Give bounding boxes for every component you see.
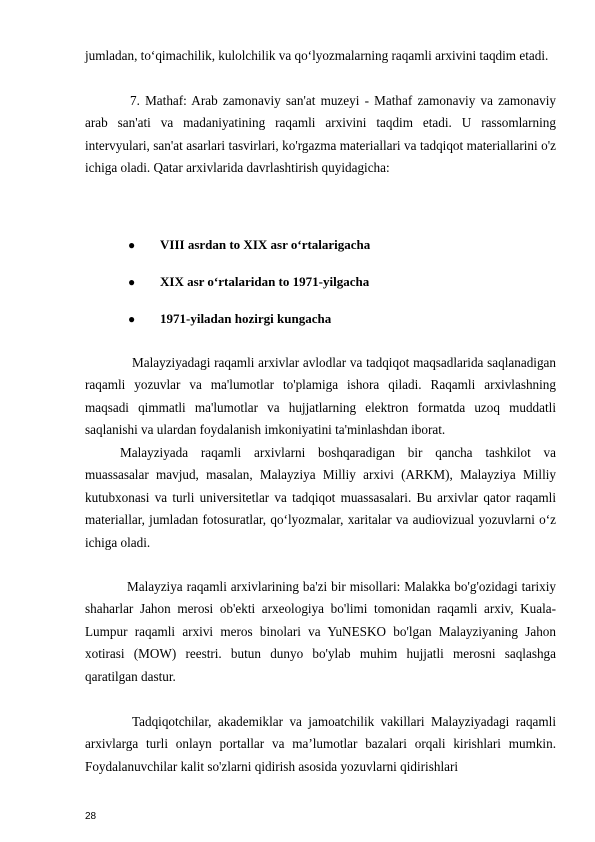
list-item	[124, 234, 370, 271]
bullet-icon: ●	[128, 312, 136, 326]
paragraph-malaysia-intro: Malayziyadagi raqamli arxivlar avlodlar va tadqiqot maqsadlarida saqlanadigan raqamli yozuvlar va ma'lumotlar to'plamiga ishora qiladi. Raqamli arxivlashning maqsadi qimmatli ma'lumotlar va hujjatlarning elektron formatda uzoq muddatli saqlanishi va ulardan foydalanish imkoniyatini ta'minlashdan iborat.	[85, 355, 556, 438]
list-item-label: VIII asrdan to XIX asr oʻrtalarigacha	[160, 237, 371, 252]
page-number: 28	[85, 811, 97, 822]
bullet-icon: ●	[128, 275, 136, 289]
paragraph-malaysia-organizations: Malayziyada raqamli arxivlarni boshqaradigan bir qancha tashkilot va muassasalar mavjud, masalan, Malayziya Milliy arxivi (ARKM), Malayziya Milliy kutubxonasi va turli universitetlar va tadqiqot muassasalari. Bu arxivlar qator raqamli materiallar, jumladan fotosuratlar, qoʻlyozmalar, xaritalar va audiovizual yozuvlarni oʻz ichiga oladi.	[85, 445, 556, 550]
list-item-label: 1971-yiladan hozirgi kungacha	[160, 311, 332, 326]
paragraph-malaysia-examples: Malayziya raqamli arxivlarining ba'zi bir misollari: Malakka bo'g'ozidagi tarixiy shaharlar Jahon merosi ob'ekti arxeologiya bo'limi tomonidan raqamli arxiv, Kuala-Lumpur raqamli arxivi meros binolari va YuNESKO bo'lgan Malayziyaning Jahon xotirasi (MOW) reestri. butun dunyo bo'ylab muhim hujjatli merosni saqlashga qaratilgan dastur.	[85, 579, 556, 684]
paragraph-1: jumladan, toʻqimachilik, kulolchilik va qoʻlyozmalarning raqamli arxivini taqdim etadi.	[85, 48, 549, 63]
list-item	[124, 271, 370, 308]
paragraph-mathaf: 7. Mathaf: Arab zamonaviy san'at muzeyi - Mathaf zamonaviy va zamonaviy arab san'ati va madaniyatining raqamli arxivini taqdim etadi. U rassomlarning intervyulari, san'at asarlari tasvirlari, ko'rgazma materiallari va tadqiqot materiallarini o'z ichiga oladi. Qatar arxivlarida davrlashtirish quyidagicha:	[85, 93, 556, 176]
paragraph-access: Tadqiqotchilar, akademiklar va jamoatchilik vakillari Malayziyadagi raqamli arxivlarga turli onlayn portallar va maʼlumotlar bazalari orqali kirishlari mumkin. Foydalanuvchilar kalit so'zlarni qidirish asosida yozuvlarni qidirishlari	[85, 714, 556, 774]
list-item	[124, 308, 370, 345]
list-item-label: XIX asr oʻrtalaridan to 1971-yilgacha	[160, 274, 370, 289]
periodization-list	[124, 234, 370, 345]
bullet-icon: ●	[128, 238, 136, 252]
